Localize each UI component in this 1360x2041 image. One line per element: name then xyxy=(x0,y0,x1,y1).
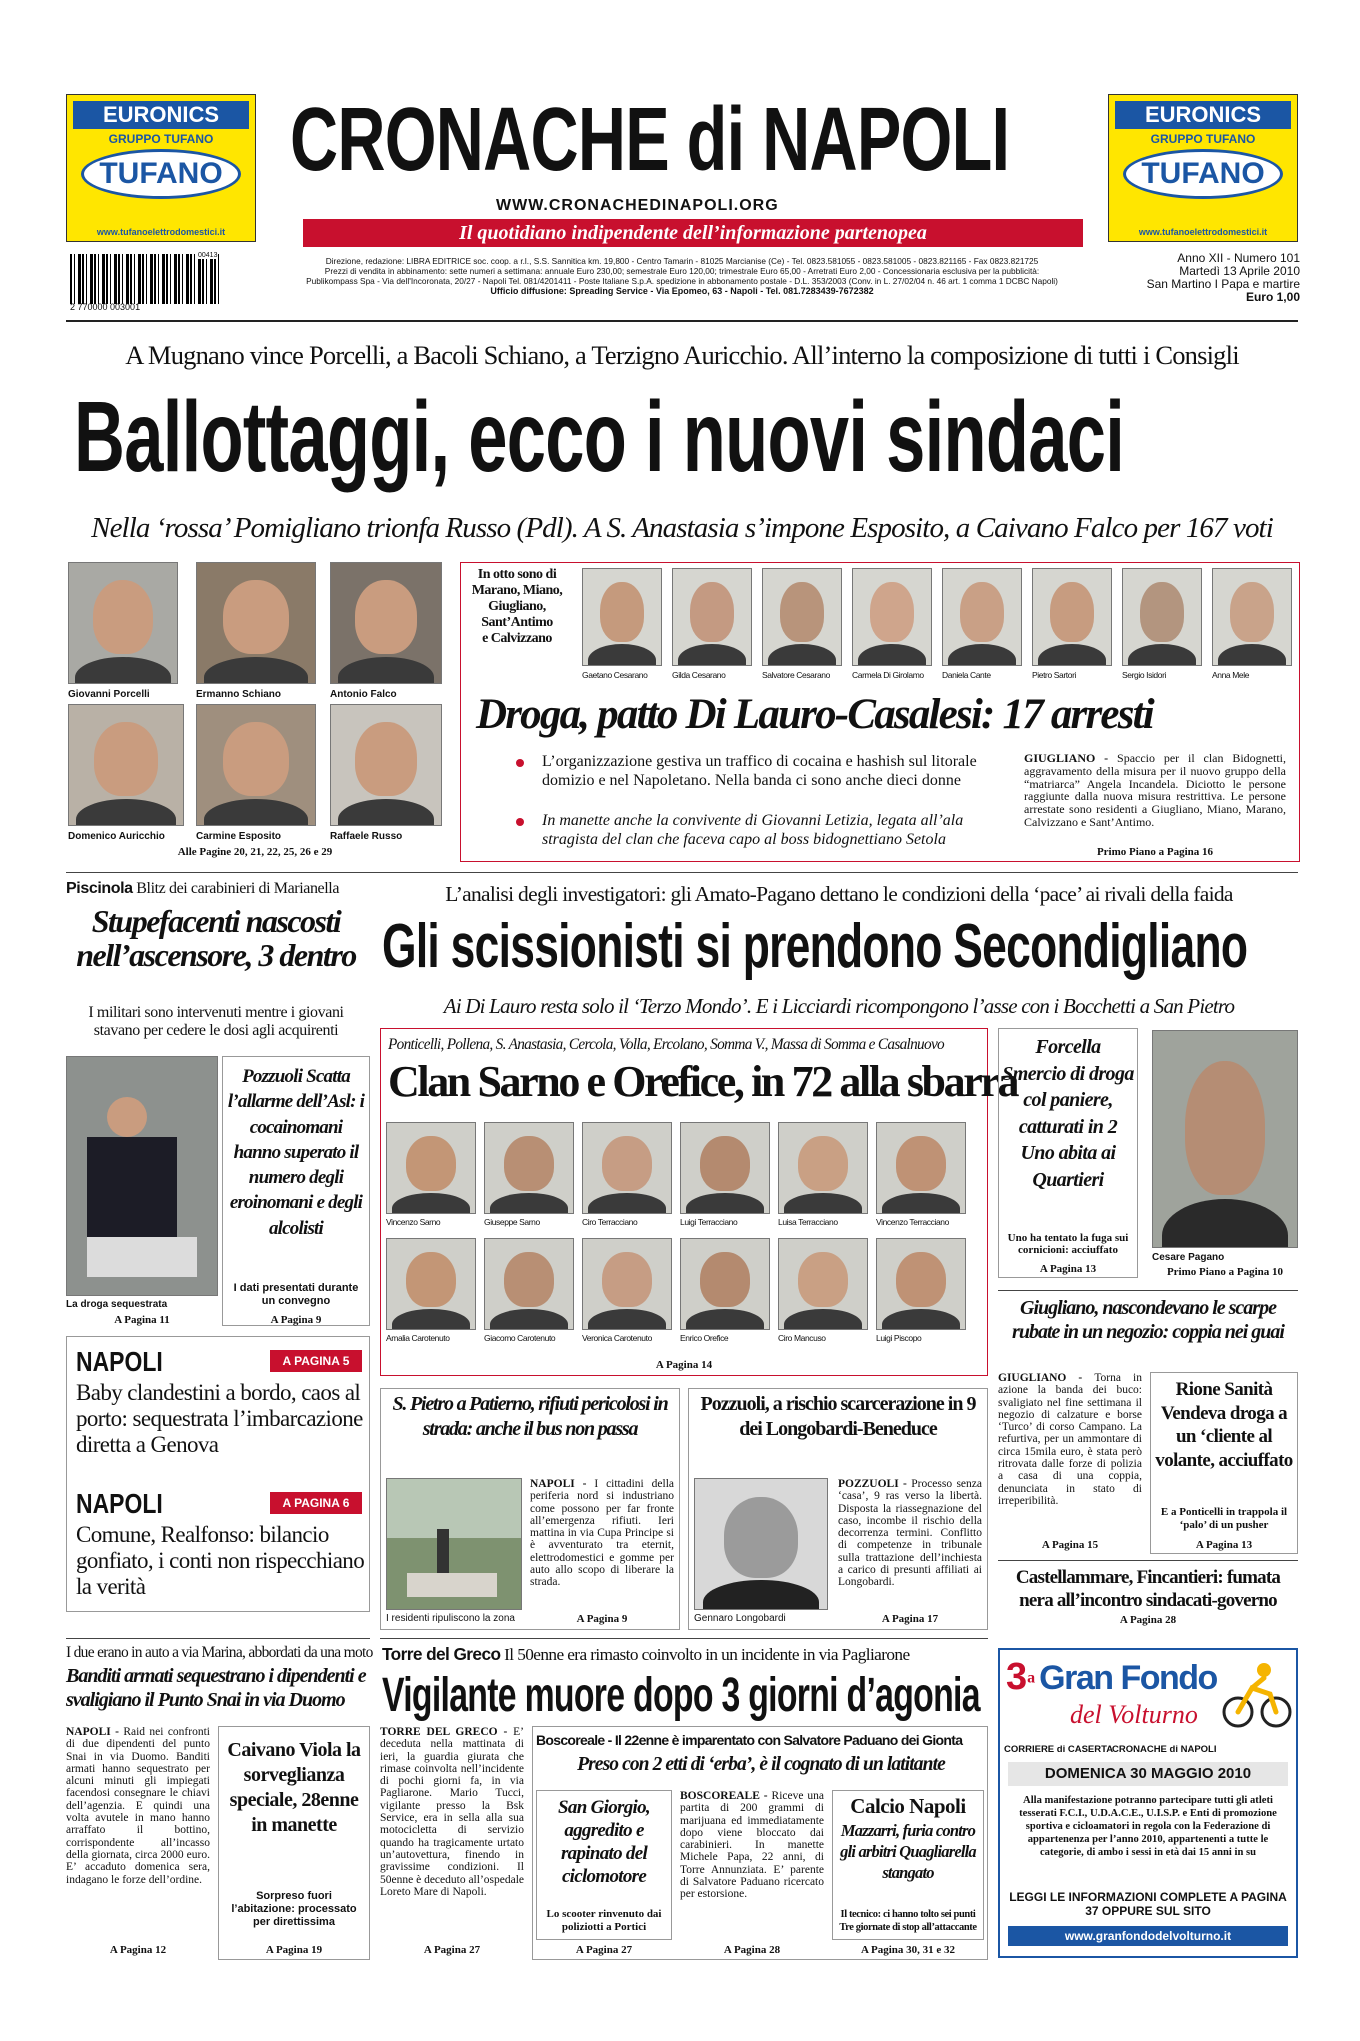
mugshot-photo xyxy=(1032,568,1112,666)
boscoreale-headline: Preso con 2 etti di ‘erba’, è il cognato di un latitante xyxy=(577,1754,945,1775)
granfondo-sup: a xyxy=(1027,1669,1036,1687)
barcode-top: 00413 xyxy=(198,252,218,259)
sarno-headline: Clan Sarno e Orefice, in 72 alla sbarra xyxy=(388,1057,1018,1106)
calcio-page-ref: A Pagina 30, 31 e 32 xyxy=(860,1944,956,1956)
snai-page-ref: A Pagina 12 xyxy=(109,1944,167,1956)
sangiorgio-page-ref: A Pagina 27 xyxy=(575,1944,633,1956)
mugshot-photo xyxy=(582,1122,672,1214)
forcella-headline: Forcella Smercio di droga col paniere, catturati in 2 Uno abita ai Quartieri xyxy=(1002,1036,1134,1191)
page-badge: A PAGINA 5 xyxy=(270,1350,362,1372)
logo-url: www.tufanoelettrodomestici.it xyxy=(1138,227,1268,237)
page-badge: A PAGINA 6 xyxy=(270,1492,362,1514)
dateline: NAPOLI - xyxy=(66,1726,124,1738)
rifiuti-body xyxy=(530,1478,674,1610)
pozzuoli-asl-note: I dati presentati durante un convegno xyxy=(233,1282,359,1307)
issue-saints: San Martino I Papa e martire xyxy=(1146,277,1300,291)
boscoreale-body xyxy=(680,1790,824,1940)
mugshot-name: Carmela Di Girolamo xyxy=(852,670,924,680)
granfondo-date: DOMENICA 30 MAGGIO 2010 xyxy=(1008,1762,1288,1786)
article-text: Processo senza ‘casa’, 9 ras verso la libertà. Disposta la riassegnazione del caso, incombe il rischio della decorrenza termini. Conflitto di competenze in tribunale sulla trattazione dell’inchiesta a carico di presunti affiliati ai Longobardi. xyxy=(838,1478,982,1589)
granfondo-num: 3 xyxy=(1006,1656,1028,1698)
intro-line: Sant’Antimo xyxy=(481,615,553,630)
kicker-place: Piscinola xyxy=(66,880,133,897)
logo-brand: EURONICS xyxy=(1115,101,1291,129)
article-text: Torna in azione la banda dei buco: svaligiato nel fine settimana il negozio di calzature e borse ‘Turco’ di corso Campano. La refurtiva, per un ammontare di circa 15mila euro, è stata però ritrovata dalle forze di polizia a casa di una coppia, denunciata in stato di irreperibilità. xyxy=(998,1372,1142,1507)
mugshot-name: Pietro Sartori xyxy=(1032,670,1077,680)
article-text: Spaccio per il clan Bidognetti, aggravamento della misura per il nuovo gruppo della “matriarca” Angela Incandela. Diciotto le persone raggiunte dalla nuova misura restrittiva. Le persone arrestate sono residenti a Giugliano, Miano, Marano, Calvizzano e Sant’Antimo. xyxy=(1024,752,1286,829)
kicker-place: Torre del Greco xyxy=(382,1644,501,1664)
mugshot-photo xyxy=(1212,568,1292,666)
mayor-photo xyxy=(330,704,442,826)
issue-price: Euro 1,00 xyxy=(1245,290,1300,304)
granfondo-url[interactable]: www.granfondodelvolturno.it xyxy=(1008,1926,1288,1946)
sarno-towns: Ponticelli, Pollena, S. Anastasia, Cercola, Volla, Ercolano, Somma V., Massa di Somma e Casalnuovo xyxy=(388,1036,944,1053)
scarcerazione-caption: Gennaro Longobardi xyxy=(694,1613,786,1624)
snai-kicker: I due erano in auto a via Marina, abbordati da una moto xyxy=(66,1644,373,1661)
mugshot-name: Luisa Terracciano xyxy=(778,1217,838,1227)
rifiuti-caption: I residenti ripuliscono la zona xyxy=(386,1613,515,1624)
piscinola-kicker xyxy=(66,880,366,898)
dateline: POZZUOLI - xyxy=(838,1478,912,1490)
lead-deck: Nella ‘rossa’ Pomigliano trionfa Russo (Pdl). A S. Anastasia s’impone Esposito, a Caivano Falco per 167 voti xyxy=(91,512,1273,544)
mugshot-photo xyxy=(852,568,932,666)
euronics-logo-right xyxy=(1108,94,1298,242)
barcode xyxy=(70,254,220,304)
issue-info xyxy=(1110,252,1300,304)
article-text: Riceve una partita di 200 grammi di marijuana ed immediatamente dopo viene bloccato dai carabinieri. In manette Michele Papa, 22 anni, di Torre Annunziata. E’ parente di Salvatore Paduano ricercato per estorsione. xyxy=(680,1790,824,1901)
mugshot-name: Vincenzo Terracciano xyxy=(876,1217,949,1227)
issue-number: Anno XII - Numero 101 xyxy=(1177,251,1300,265)
mugshot-photo xyxy=(680,1238,770,1330)
scarpe-headline: Giugliano, nascondevano le scarpe rubate in un negozio: coppia nei guai xyxy=(1012,1297,1284,1343)
tagline-text: Il quotidiano indipendente dell’informazione partenopea xyxy=(459,222,927,244)
mugshot-name: Veronica Carotenuto xyxy=(582,1333,652,1343)
sangiorgio-headline: San Giorgio, aggredito e rapinato del ciclomotore xyxy=(558,1797,650,1887)
divider xyxy=(998,1560,1298,1561)
info-line: Ufficio diffusione: Spreading Service - Via Epomeo, 63 - Napoli - Tel. 081.7283439-7672382 xyxy=(490,286,874,296)
intro-line: Marano, Miano, xyxy=(471,583,563,598)
article-text: Raid nei confronti di due dipendenti del punto Snai in via Duomo. Banditi armati hanno sequestrato per alcuni minuti gli impiegati facendosi consegnare le chiavi dell’agenzia. E quindi una volta avutele in mano hanno arraffato il bottino, corrispondente all’incasso della giornata, circa 2000 euro. E’ accaduto domenica sera, indagano le forze dell’ordine. xyxy=(66,1726,210,1886)
info-line: Publikompass Spa - Via dell'Incoronata, 20/27 - Napoli Tel. 081/4201411 - Poste Italiane S.p.A. spedizione in abbonamento postale - D.L. 353/2003 (Conv. in L. 27/02/04 n. 46 art. 1 comma 1 DCBC Napoli) xyxy=(306,276,1058,286)
droga-bullet-1: L’organizzazione gestiva un traffico di cocaina e hashish sul litorale domizio e nel Napoletano. Nella banda ci sono anche dieci donne xyxy=(542,753,977,789)
caivano-note: Sorpreso fuori l’abitazione: processato per direttissima xyxy=(231,1890,357,1928)
divider xyxy=(66,872,1298,873)
logo-group: GRUPPO TUFANO xyxy=(108,132,214,146)
fincantieri-headline: Castellammare, Fincantieri: fumata nera all’incontro sindacati-governo xyxy=(1015,1567,1281,1611)
masthead-url: WWW.CRONACHEDINAPOLI.ORG xyxy=(496,197,779,214)
mugshot-photo xyxy=(778,1122,868,1214)
pagano-page-ref: Primo Piano a Pagina 10 xyxy=(1166,1266,1284,1278)
sanita-headline: Rione Sanità Vendeva droga a un ‘cliente al volante, acciuffato xyxy=(1155,1379,1293,1471)
mugshot-name: Enrico Orefice xyxy=(680,1333,729,1343)
issue-date: Martedì 13 Aprile 2010 xyxy=(1179,264,1300,278)
masthead-title: CRONACHE di NAPOLI xyxy=(290,90,1010,190)
granfondo-cta: LEGGI LE INFORMAZIONI COMPLETE A PAGINA 37 OPPURE SUL SITO xyxy=(1009,1890,1287,1918)
lead-kicker: A Mugnano vince Porcelli, a Bacoli Schiano, a Terzigno Auricchio. All’interno la composizione di tutti i Consigli xyxy=(125,340,1239,370)
mugshot-name: Daniela Cante xyxy=(942,670,991,680)
sangiorgio-note: Lo scooter rinvenuto dai poliziotti a Portici xyxy=(546,1908,662,1933)
logo-name: TUFANO xyxy=(1123,149,1283,199)
mayor-photo xyxy=(68,704,184,826)
calcio-headline: Calcio Napoli xyxy=(850,1794,966,1818)
pozzuoli-asl-headline: Pozzuoli Scatta l’allarme dell’Asl: i cocainomani hanno superato il numero degli eroinomani e degli alcolisti xyxy=(227,1066,365,1239)
mugshot-name: Vincenzo Sarno xyxy=(386,1217,441,1227)
droga-bullet-2: In manette anche la convivente di Giovanni Letizia, legata all’ala stragista del clan che faceva capo al boss bidognettiano Setola xyxy=(542,812,964,848)
scarcerazione-headline: Pozzuoli, a rischio scarcerazione in 9 dei Longobardi-Beneduce xyxy=(700,1393,976,1440)
logo-brand: EURONICS xyxy=(73,101,249,129)
mugshot-name: Giuseppe Sarno xyxy=(484,1217,540,1227)
logo-url: www.tufanoelettrodomestici.it xyxy=(96,227,226,237)
info-line: Prezzi di vendita in abbinamento: sette numeri a settimana: annuale Euro 230,00; semestrale Euro 120,00; trimestrale Euro 65,00 - Arretrati Euro 2,00 - Concessionaria esclusiva per la pubblicità: xyxy=(324,266,1040,276)
vigilante-headline: Vigilante muore dopo 3 giorni d’agonia xyxy=(382,1669,980,1722)
second-headline: Gli scissionisti si prendono Secondigliano xyxy=(382,912,1248,981)
mugshot-photo xyxy=(484,1238,574,1330)
fincantieri-page-ref: A Pagina 28 xyxy=(1119,1614,1177,1626)
napoli-section-2: NAPOLI xyxy=(76,1488,163,1519)
mugshot-name: Luigi Piscopo xyxy=(876,1333,922,1343)
euronics-logo-left xyxy=(66,94,256,242)
dateline: NAPOLI - xyxy=(530,1478,595,1490)
bullet-icon xyxy=(516,759,524,767)
mayor-name: Giovanni Porcelli xyxy=(68,689,150,700)
mugshot-photo xyxy=(386,1238,476,1330)
granfondo-text: Alla manifestazione potranno partecipare tutti gli atleti tesserati F.C.I., U.D.A.C.E., U.I.S.P. e Enti di promozione sportiva e cicloamatori in regola con la Federazione di appartenenza per l’anno 2010, appartenenti a tutte le categorie, di ambo i sessi in età dai 15 anni in su xyxy=(1019,1795,1277,1858)
snai-body xyxy=(66,1726,210,1938)
mayor-name: Carmine Esposito xyxy=(196,831,282,842)
droga-intro xyxy=(462,567,572,647)
mugshot-name: Sergio Isidori xyxy=(1122,670,1167,680)
caivano-page-ref: A Pagina 19 xyxy=(265,1944,323,1956)
mayor-photo xyxy=(330,562,442,684)
mayor-name: Antonio Falco xyxy=(330,689,397,700)
vigilante-body xyxy=(380,1726,524,1938)
calcio-subhead: Mazzarri, furia contro gli arbitri Quagliarella stangato xyxy=(840,1821,976,1882)
second-kicker: L’analisi degli investigatori: gli Amato-Pagano dettano le condizioni della ‘pace’ ai rivali della faida xyxy=(445,882,1233,906)
barcode-number: 2 770000 003001 xyxy=(70,302,141,312)
sarno-page-ref: A Pagina 14 xyxy=(655,1359,713,1371)
scarpe-body xyxy=(998,1372,1142,1540)
mugshot-photo xyxy=(680,1122,770,1214)
granfondo-title xyxy=(1006,1656,1217,1699)
kicker-text: Blitz dei carabinieri di Marianella xyxy=(132,880,340,897)
mugshot-name: Giacomo Carotenuto xyxy=(484,1333,556,1343)
mugshot-photo xyxy=(484,1122,574,1214)
intro-line: e Calvizzano xyxy=(482,631,552,646)
calcio-note: Il tecnico: ci hanno tolto sei punti Tre giornate di stop all’attaccante xyxy=(839,1909,977,1933)
snai-headline: Banditi armati sequestrano i dipendenti e svaligiano il Punto Snai in via Duomo xyxy=(66,1665,366,1711)
mugshot-photo xyxy=(672,568,752,666)
mugshot-name: Anna Mele xyxy=(1212,670,1250,680)
rifiuti-page-ref: A Pagina 9 xyxy=(576,1613,628,1625)
mugshot-photo xyxy=(876,1122,966,1214)
info-line: Direzione, redazione: LIBRA EDITRICE soc. coop. a r.l., S.S. Sannitica km. 19,800 - Centro Tamarin - 81025 Marcianise (Ce) - Tel. 0823.581055 - 0823.581005 - 0823.821165 - Fax 0823.821725 xyxy=(325,256,1039,266)
caivano-headline: Caivano Viola la sorveglianza speciale, 28enne in manette xyxy=(227,1739,361,1836)
intro-line: Giugliano, xyxy=(488,599,546,614)
napoli-brief-2: Comune, Realfonso: bilancio gonfiato, i conti non rispecchiano la verità xyxy=(76,1522,365,1599)
kicker-text: Il 50enne era rimasto coinvolto in un incidente in via Pagliarone xyxy=(500,1645,910,1664)
mugshot-name: Amalia Carotenuto xyxy=(386,1333,450,1343)
logo-group: GRUPPO TUFANO xyxy=(1150,132,1256,146)
lead-page-ref: Alle Pagine 20, 21, 22, 25, 26 e 29 xyxy=(177,846,333,858)
mugshot-name: Gilda Cesarano xyxy=(672,670,726,680)
forcella-note: Uno ha tentato la fuga sui cornicioni: acciuffato xyxy=(1007,1232,1129,1256)
rifiuti-photo xyxy=(386,1478,522,1610)
granfondo-title-text: Gran Fondo xyxy=(1039,1659,1217,1697)
mugshot-photo xyxy=(762,568,842,666)
mugshot-photo xyxy=(386,1122,476,1214)
sanita-page-ref: A Pagina 13 xyxy=(1195,1539,1253,1551)
granfondo-partner-2: CRONACHE di NAPOLI xyxy=(1112,1744,1217,1755)
piscinola-caption: La droga sequestrata xyxy=(66,1299,168,1310)
mugshot-photo xyxy=(876,1238,966,1330)
mugshot-photo xyxy=(1122,568,1202,666)
longobardi-photo xyxy=(694,1478,828,1610)
masthead-info xyxy=(282,256,1082,296)
lead-headline: Ballottaggi, ecco i nuovi sindaci xyxy=(74,381,1125,493)
rifiuti-headline: S. Pietro a Patierno, rifiuti pericolosi in strada: anche il bus non passa xyxy=(392,1393,668,1440)
dateline: GIUGLIANO - xyxy=(1024,752,1118,765)
piscinola-headline: Stupefacenti nascosti nell’ascensore, 3 dentro xyxy=(76,903,356,973)
piscinola-deck: I militari sono intervenuti mentre i giovani stavano per cedere le dosi agli acquirenti xyxy=(88,1004,344,1039)
boscoreale-kicker: Boscoreale - Il 22enne è imparentato con Salvatore Paduano dei Gionta xyxy=(536,1732,963,1748)
mugshot-name: Ciro Mancuso xyxy=(778,1333,826,1343)
forcella-page-ref: A Pagina 13 xyxy=(1039,1263,1097,1275)
masthead-tagline xyxy=(303,219,1083,247)
piscinola-photo xyxy=(66,1056,218,1296)
article-text: E’ deceduta nella mattinata di ieri, la guardia giurata che rimase coinvolta nell’incidente di pochi giorni fa, in via Pagliarone. Mario Tucci, vigilante presso la Bsk Service, era in sella alla sua motocicletta di servizio quando ha tragicamente urtato un’autovettura, finendo in gravissime condizioni. Il 50enne è deceduto all’ospedale Loreto Mare di Napoli. xyxy=(380,1726,524,1898)
vigilante-page-ref: A Pagina 27 xyxy=(423,1944,481,1956)
scarcerazione-body xyxy=(838,1478,982,1610)
bullet-icon xyxy=(516,818,524,826)
droga-headline: Droga, patto Di Lauro-Casalesi: 17 arresti xyxy=(476,691,1153,738)
mayor-name: Raffaele Russo xyxy=(330,831,403,842)
mugshot-name: Luigi Terracciano xyxy=(680,1217,738,1227)
dateline: BOSCOREALE - xyxy=(680,1790,772,1802)
granfondo-subtitle: del Volturno xyxy=(1070,1700,1198,1729)
scarpe-page-ref: A Pagina 15 xyxy=(1041,1539,1099,1551)
dateline: GIUGLIANO - xyxy=(998,1372,1095,1384)
pagano-photo xyxy=(1152,1030,1298,1248)
mugshot-photo xyxy=(778,1238,868,1330)
mayor-photo xyxy=(196,562,316,684)
mayor-photo xyxy=(68,562,178,684)
mayor-name: Ermanno Schiano xyxy=(196,689,282,700)
mugshot-name: Salvatore Cesarano xyxy=(762,670,830,680)
second-deck: Ai Di Lauro resta solo il ‘Terzo Mondo’. E i Licciardi ricompongono l’asse con i Bocchetti a San Pietro xyxy=(443,994,1235,1018)
mayor-name: Domenico Auricchio xyxy=(68,831,165,842)
logo-name: TUFANO xyxy=(81,149,241,199)
pozzuoli-asl-page-ref: A Pagina 9 xyxy=(270,1314,322,1326)
divider xyxy=(998,1290,1298,1291)
piscinola-page-ref: A Pagina 11 xyxy=(114,1314,170,1326)
mugshot-name: Ciro Terracciano xyxy=(582,1217,638,1227)
mugshot-photo xyxy=(582,1238,672,1330)
droga-page-ref: Primo Piano a Pagina 16 xyxy=(1096,846,1214,858)
pagano-caption: Cesare Pagano xyxy=(1152,1252,1225,1263)
napoli-brief-1: Baby clandestini a bordo, caos al porto: sequestrata l’imbarcazione diretta a Genova xyxy=(76,1380,363,1457)
mugshot-photo xyxy=(942,568,1022,666)
droga-body xyxy=(1024,752,1286,844)
masthead-rule xyxy=(66,320,1298,322)
divider xyxy=(380,1638,988,1639)
mayor-photo xyxy=(196,704,316,826)
scarcerazione-page-ref: A Pagina 17 xyxy=(881,1613,939,1625)
dateline: TORRE DEL GRECO - xyxy=(380,1726,514,1738)
divider xyxy=(66,1638,370,1639)
napoli-section-1: NAPOLI xyxy=(76,1346,163,1377)
cyclist-icon xyxy=(1220,1658,1292,1730)
mugshot-name: Gaetano Cesarano xyxy=(582,670,648,680)
vigilante-kicker xyxy=(382,1644,990,1665)
mugshot-photo xyxy=(582,568,662,666)
sanita-note: E a Ponticelli in trappola il ‘palo’ di un pusher xyxy=(1160,1506,1288,1531)
boscoreale-page-ref: A Pagina 28 xyxy=(723,1944,781,1956)
article-text: I cittadini della periferia nord si industriano come possono per far fronte all’emergenza rifiuti. Ieri mattina in via Cupa Principe si è avventurato tra eternit, elettrodomestici e gomme per auto allo scopo di liberare la strada. xyxy=(530,1478,674,1589)
granfondo-partner-1: CORRIERE di CASERTA xyxy=(1004,1744,1114,1755)
intro-line: In otto sono di xyxy=(477,567,557,582)
